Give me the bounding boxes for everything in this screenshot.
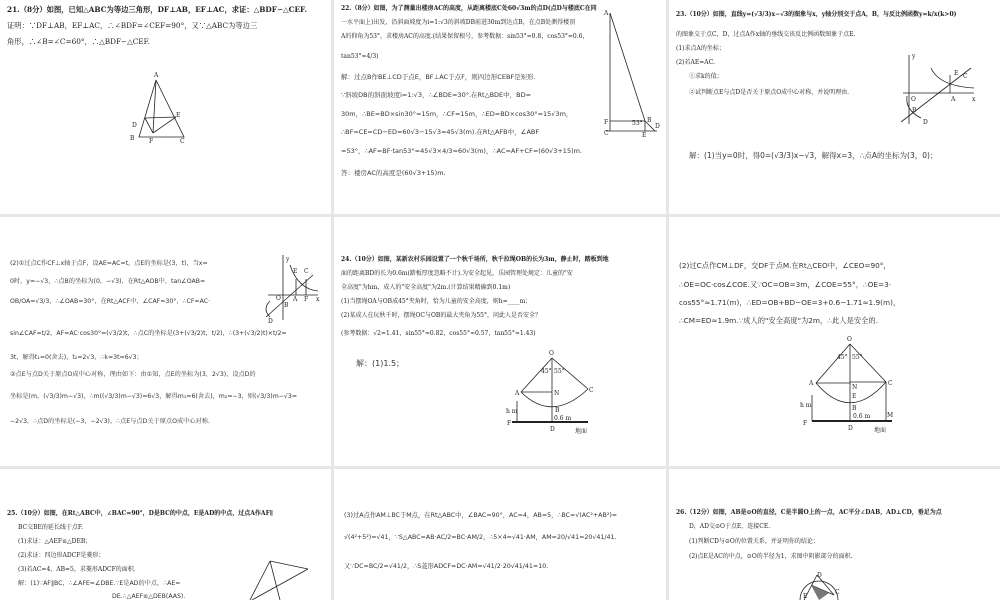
q25-line-0: 25.（10分）如图，在Rt△ABC中，∠BAC=90°，D是BC的中点，E是AD的中点，过点A作AF∥: [7, 510, 274, 517]
panel-q24: [334, 217, 666, 466]
q24-label-ground: 地面: [575, 428, 588, 435]
q22-line-7: ∴BF=CE=CD−ED=60√3−15√3=45√3(m).在Rt△AFB中，∠ABF: [341, 128, 540, 136]
q26-label-d: D: [817, 572, 822, 579]
q23b-line-5: ②点E与点D关于原点O成中心对称，理由如下：由①知，点E的坐标为(3，2√3)，设点D的: [10, 371, 256, 378]
q23-line-3: (2)若AE=AC.: [676, 59, 715, 66]
q24-label-55: 55°: [554, 368, 565, 375]
q24-label-c: C: [589, 387, 594, 394]
q22-label-angle: 53°: [632, 120, 643, 127]
q24-label-o: O: [549, 350, 554, 357]
q23-line-2: (1)求点A的坐标；: [676, 45, 725, 52]
q23-label-a: A: [951, 96, 956, 103]
q24-label-06: 0.6 m: [554, 415, 572, 422]
panel-q24-continued: [669, 217, 1000, 466]
q22-label-a: A: [604, 10, 609, 17]
q26-circle-diagram: [669, 469, 1000, 600]
q22-line-5: ∵斜坡DB的斜面坡度i=1:√3，∴∠BDE=30°.在Rt△BDE中，BD=: [341, 91, 532, 99]
q22-label-f: F: [604, 119, 609, 126]
q24b-label-06: 0.6 m: [853, 413, 871, 420]
q24-label-f: F: [507, 420, 512, 427]
q25-line-5: 解：(1)∵AF∥BC，∴∠AFE=∠DBE.∵E是AD的中点，∴AE=: [18, 580, 181, 587]
q25-rhombus-diagram: [0, 469, 331, 600]
q23b-line-3: sin∠CAF=t/2，AF=AC·cos30°=(√3/2)t，∴点C的坐标是(3+(√3/2)t，t/2)，∴(3+(√3/2)t)×t/2=: [10, 330, 287, 337]
q24b-label-f: F: [803, 420, 808, 427]
q22-line-6: 30m，∴BE=BD×sin30°=15m，∴CF=15m，∴ED=BD×cos30°=15√3m，: [341, 110, 573, 118]
q24-swing-diagram: [334, 217, 666, 466]
q23-label-b: B: [912, 107, 917, 114]
q22-line-4: 解：过点B作BE⊥CD于点E，BF⊥AC于点F，则四边形CEBF是矩形.: [341, 73, 536, 81]
q24b-label-ground: 地面: [874, 427, 887, 434]
q23b-graph-diagram: [0, 217, 331, 466]
q26-label-c: C: [835, 589, 840, 596]
q24b-line-1: ∴OE=OC·cos∠COE.又∵OC=OB=3m，∠COE=55°，∴OE=3·: [679, 280, 892, 289]
q23-graph-diagram: [669, 0, 1000, 214]
q25-line-1: BC交BE的延长线于点F.: [18, 524, 84, 531]
q22-label-e: E: [642, 132, 647, 139]
q24-label-h: h m: [506, 408, 518, 415]
q23b-label-f: F: [304, 296, 309, 303]
q25b-line-2: 又∵DC=BC/2=√41/2，∴S菱形ADCF=DC·AM=√41/2·20√41/41=10.: [344, 563, 549, 570]
q22-line-1: 一水平面上)出发，沿斜面坡度为i=1:√3的斜坡DB前进30m到达点B，在点B处测得楼顶: [341, 19, 576, 26]
q24-line-3: (1)当摆绳OA与OB成45°夹角时，恰为儿童的安全高度，则h=____m；: [341, 298, 532, 305]
q23b-label-d: D: [268, 318, 273, 325]
q21-line-2: 角形，∴∠B=∠C=60°，∴△BDF∽△CEF.: [7, 37, 150, 46]
q21-label-a: A: [154, 72, 159, 79]
q22-line-2: A的仰角为53°，求楼房AC的高度.(结果保留根号，参考数据：sin53°≈0.8，cos53°≈0.6，: [341, 33, 589, 40]
q25-line-2: (1)求证：△AEF≌△DEB；: [18, 538, 92, 545]
q24b-label-h: h m: [800, 402, 812, 409]
q26-line-1: D，AD交⊙O于点E，连接CE.: [689, 523, 771, 530]
q24b-line-0: (2)过C点作CM⊥DF，交DF于点M.在Rt△CEO中，∠CEO=90°，: [679, 261, 891, 270]
q23b-label-o: O: [276, 295, 281, 302]
q24-line-5: (参考数据：√2≈1.41，sin55°≈0.82，cos55°≈0.57，tan55°≈1.43): [341, 330, 536, 337]
q23-line-6: 解：(1)当y=0时，得0=(√3/3)x−√3，解得x=3，∴点A的坐标为(3，0)；: [689, 151, 938, 160]
q23b-label-x: x: [316, 296, 320, 303]
q23-line-4: ①求k的值；: [689, 73, 723, 80]
q23b-line-0: (2)①过点C作CF⊥x轴于点F，设AE=AC=t，点E的坐标是(3，t)，当x=: [10, 260, 208, 267]
q24b-line-2: cos55°≈1.71(m)，∴ED=OB+BD−OE=3+0.6−1.71≈1.9(m)，: [679, 298, 901, 307]
q25b-line-0: (3)过A点作AM⊥BC于M点，在Rt△ABC中，∠BAC=90°，AC=4，AB=5，∴BC=√(AC²+AB²)=: [344, 512, 618, 519]
q21-label-e: E: [176, 112, 181, 119]
panel-q25-continued: [334, 469, 666, 600]
q24b-swing-diagram: [669, 217, 1000, 466]
q24-line-1: 面的距离BD的长为0.6m(踏板厚度忽略不计).为安全起见，乐园管理处规定：儿童的"安: [341, 270, 573, 277]
q23-label-x: x: [972, 96, 976, 103]
panel-q21: [0, 0, 331, 214]
q23-label-d: D: [923, 119, 928, 126]
q23b-label-c: C: [304, 268, 309, 275]
q24b-label-n: N: [852, 384, 858, 391]
q24-label-d: D: [550, 426, 555, 433]
q24b-label-c: C: [888, 380, 893, 387]
q24-line-4: (2)某成人在玩秋千时，摆绳OC与OB的最大夹角为55°，问此人是否安全？: [341, 312, 541, 319]
q25-line-6: DE.∴△AEF≌△DEB(AAS).: [112, 593, 186, 600]
q26-shaded-region: [811, 585, 829, 600]
q25-line-3: (2)求证：四边形ADCF是菱形；: [18, 552, 105, 559]
q23-label-y: y: [912, 53, 916, 60]
q23b-label-a: A: [293, 296, 298, 303]
q24b-label-m: M: [887, 412, 894, 419]
q26-line-0: 26.（12分）如图，AB是⊙O的直径，C是半圆O上的一点，AC平分∠DAB，AD⊥CD，垂足为点: [676, 509, 942, 516]
q23-label-e: E: [954, 70, 959, 77]
q24-line-0: 24.（10分）如图，某新农村乐园设置了一个秋千场所，秋千拉绳OB的长为3m，静止时，踏板到地: [341, 256, 609, 263]
q23b-label-b: B: [284, 302, 289, 309]
q24b-label-b: B: [852, 405, 857, 412]
panel-q23: [669, 0, 1000, 214]
q25b-line-1: √(4²+5²)=√41，∵S△ABC=AB·AC/2=BC·AM/2，∴5×4=√41·AM，AM=20/√41=20√41/41.: [344, 534, 617, 541]
q24b-label-o: O: [847, 336, 852, 343]
q21-triangle-diagram: [0, 0, 331, 214]
q22-label-c: C: [604, 130, 609, 137]
q24-label-a: A: [515, 390, 520, 397]
panel-q22: [334, 0, 666, 214]
q23-label-o: O: [911, 96, 916, 103]
q24b-line-3: ∴CM=ED≈1.9m.∵成人的"安全高度"为2m，∴此人是安全的.: [679, 316, 879, 325]
q23-line-1: 的图象交于点C，D，过点A作x轴的垂线交该反比例函数图象于点E.: [676, 31, 856, 38]
q23b-line-2: OB/OA=√3/3，∴∠OAB=30°，在Rt△ACF中，∠CAF=30°，∴CF=AC·: [10, 298, 210, 305]
q23-line-5: ②试判断点E与点D是否关于原点O成中心对称，并说明理由.: [689, 89, 850, 96]
q24-label-n: N: [554, 390, 560, 397]
q21-label-f: F: [149, 138, 154, 145]
q23b-line-1: 0时，y=−√3，∴点B的坐标为(0，−√3)，在Rt△AOB中，tan∠OAB=: [10, 278, 206, 285]
q23-label-c: C: [963, 73, 968, 80]
q22-line-8: =53°，∴AF=BF·tan53°=45√3×4/3=60√3(m)，∴AC=AF+CF=(60√3+15)m.: [341, 147, 583, 155]
q24b-label-55: 55°: [852, 354, 863, 361]
q23b-line-7: −2√3，∴点D的坐标是(−3，−2√3)，∴点E与点D关于原点O成中心对称.: [10, 418, 210, 425]
q21-line-0: 21.（8分）如图，已知△ABC为等边三角形，DF⊥AB，EF⊥AC，求证：△BDF∽△CEF.: [7, 5, 308, 14]
q24b-label-a: A: [809, 380, 814, 387]
q23b-label-e: E: [293, 268, 298, 275]
q24-label-b: B: [555, 407, 560, 414]
q23b-line-4: 3t，解得t₁=0(舍去)，t₂=2√3，∴k=3t=6√3；: [10, 354, 143, 361]
panel-q25: [0, 469, 331, 600]
panel-q26: [669, 469, 1000, 600]
q26-line-3: (2)点E是AC的中点，⊙O的半径为1，求图中阴影部分的面积.: [689, 553, 853, 560]
q22-line-0: 22.（8分）如图，为了测量出楼房AC的高度，从距离楼底C处60√3m的点D(点D与楼底C在同: [341, 5, 597, 12]
q22-label-d: D: [655, 123, 660, 130]
q21-line-1: 证明：∵DF⊥AB，EF⊥AC，∴∠BDF=∠CEF=90°，又∵△ABC为等边三: [7, 21, 258, 30]
q22-line-9: 答：楼房AC的高度是(60√3+15)m.: [341, 169, 446, 177]
q23b-label-y: y: [286, 256, 290, 263]
q22-label-b: B: [647, 117, 652, 124]
q24-line-2: 全高度"为hm，成人的"安全高度"为2m.(计算结果精确到0.1m): [341, 284, 511, 291]
q24-label-45: 45°: [541, 368, 552, 375]
q21-label-d: D: [132, 122, 137, 129]
q22-line-3: tan53°≈4/3): [341, 53, 379, 60]
q21-label-c: C: [180, 138, 185, 145]
panel-q23-continued: [0, 217, 331, 466]
q26-line-2: (1)判断CD与⊙O的位置关系，并证明你的结论；: [689, 538, 819, 545]
q21-label-b: B: [130, 135, 135, 142]
q25-line-4: (3)若AC=4，AB=5，求菱形ADCF的面积.: [18, 566, 136, 573]
q24b-label-e: E: [852, 393, 857, 400]
q26-label-e: E: [803, 593, 808, 600]
q24b-label-d: D: [848, 425, 853, 432]
q24b-label-45: 45°: [837, 354, 848, 361]
q22-building-diagram: [334, 0, 666, 214]
q23b-line-6: 坐标是(m，(√3/3)m−√3)，∴m((√3/3)m−√3)=6√3，解得m₁=6(舍去)，m₂=−3，则(√3/3)m−√3=: [10, 393, 297, 400]
q23-line-0: 23.（10分）如图，直线y=(√3/3)x−√3的图象与x，y轴分别交于点A，B，与反比例函数y=k/x(k>0): [676, 11, 957, 18]
q24-line-6: 解：(1)1.5；: [356, 359, 405, 368]
